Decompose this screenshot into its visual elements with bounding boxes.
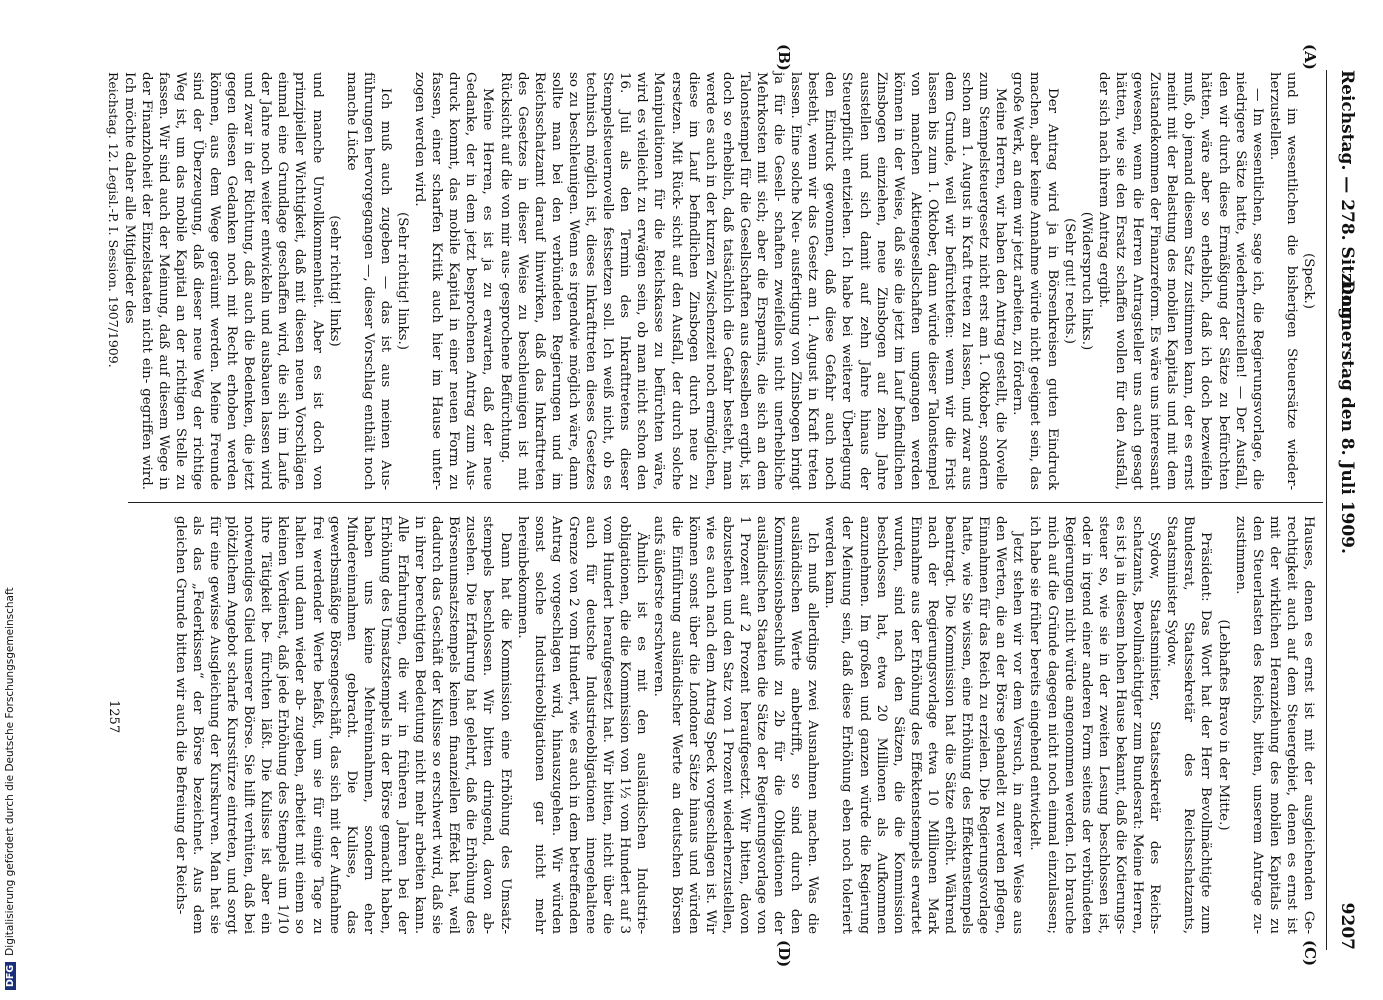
left-column [121, 72, 1317, 490]
paragraph: Meine Herren, es ist ja zu erwarten, daß der neue Gedanke, der in dem jetzt besprochenen Antrag zum Aus- druck kommt, das mobile Kapital in einer neuen Form zu fassen, einer scharfen Kritik auch hier im Hause unter- zogen werden wird. [412, 72, 496, 490]
paragraph: Der Antrag wird ja in Börsenkreisen guten Eindruck machen, aber keine Annahme würde nicht geeignet sein, das große Werk, an dem wir jetzt arbeiten, zu fördern. [1010, 72, 1060, 490]
funding-note [4, 0, 24, 990]
margin-mark-d: (D) [775, 940, 793, 968]
footer-page-number: 1257 [106, 700, 121, 734]
interjection: (sehr richtig! links) [326, 215, 342, 347]
funding-text: Digitalisierung gefördert durch die Deutsche Forschungsgemeinschaft [4, 587, 16, 956]
speaker-continuation: (Speck.) [1301, 253, 1316, 309]
margin-mark-a: (A) [1301, 44, 1319, 70]
paragraph: Sydow, Staatsminister, Staatssekretär des Reichs- schatzamts, Bevollmächtigter zum Bundesrat: Meine Herren, es ist ja in diesem hohen Hause bekannt, daß die Kotierungs- steuer so, wie sie in der zweiten Lesung beschlossen ist, oder in irgend einer anderen Form seitens der verbündeten Regierungen nicht würde angenommen werden. Ich brauche mich auf die Gründe dagegen nicht noch einmal einzulassen; ich habe sie früher bereits eingehend entwickelt. [1027, 516, 1163, 934]
paragraph: Dann hat die Kommission eine Erhöhung des Umsatz- stempels beschlossen. Wir bitten dringend, davon ab- zusehen. Die Erfahrung hat gelehrt, daß die Erhöhung des Börsenumsatzstempels keinen finanziellen Effekt hat, weil dadurch das Geschäft der Kulisse so erschwert wird, daß sie in ihrer berechtigten Bedeutung nicht mehr arbeiten kann. Alle Erfahrungen, die wir in früheren Jahren bei der Erhöhung des Umsatzstempels in der Börse gemacht haben, haben uns keine Mehreinnahmen, sondern eher Mindereinnahmen gebracht. Die Kulisse, das gewerbsmäßige Börsengeschäft, das sich mit der Aufnahme frei werdender Werte befaßt, um sie für einige Tage zu halten und dann wieder ab- zugeben, arbeitet mit einem so kleinen Verdienst, daß jede Erhöhung des Stempels um 1/10 ihre Tätigkeit be- fürchten läßt. Die Kulisse ist aber ein notwendiges Glied unserer Börse. Sie hilft verhüten, daß bei plötzlichem Angebot scharfe Kursstürze eintreten, und sorgt für eine gewisse Ausgleichung der Kurskurven. Man hat sie als das „Federkissen“ der Börse bezeichnet. Aus dem gleichen Grunde bitten wir auch die Befreiung der Reichs- [172, 516, 513, 934]
paragraph: Ähnlich ist es mit den ausländischen Industrie- obligationen, die die Kommission von 1½ vom Hundert auf 3 vom Hundert heraufgesetzt hat. Wir bitten, nicht über die auch für deutsche Industrieobligationen innegehaltene Grenze von 2 vom Hundert, wie es auch in dem betreffenden Antrag vorgeschlagen wird, hinauszugehen. Wir würden sonst solche Industrieobligationen gar nicht mehr hereinbekommen. [514, 516, 650, 934]
paragraph: und manche Unvollkommenheit. Aber es ist doch von prinzipieller Wichtigkeit, daß mit diesen neuen Vorschlägen einmal eine Grundlage geschaffen wird, die sich im Laufe der Jahre noch weiter entwickeln und ausbauen lassen wird und zwar in der Richtung, daß auch die Bedenken, die jetzt gegen diesen Gedanken noch mit Recht erhoben werden können, aus dem Wege geräumt werden. Meine Freunde sind der Überzeugung, daß dieser neue Weg der richtige Weg ist, um das mobile Kapital an der richtigen Stelle zu fassen. Wir sind auch der Meinung, daß auf diesem Wege in der Finanzhoheit der Einzelstaaten nicht ein- gegriffen wird. Ich möchte daher alle Mitglieder des [121, 72, 325, 490]
interjection: (Widerspruch links.) [1078, 211, 1094, 351]
header-date: Donnerstag den 8. Juli 1909. [1337, 280, 1357, 554]
paragraph: Hauses, denen es ernst ist mit der ausgleichenden Ge- rechtigkeit auch auf dem Steuergebiet, denen es ernst ist mit der wirklichen Heranziehung des mobilen Kapitals zu den Steuerlasten des Reichs, bitten, unserem Antrage zu- zustimmen. [1232, 516, 1316, 934]
paragraph: Meine Herren, wir haben den Antrag gestellt, die Novelle zum Stempelsteuergesetz nicht erst am 1. Oktober, sondern schon am 1. August in Kraft treten zu lassen, und zwar aus dem Grunde, weil wir befürchteten: wenn wir die Frist lassen bis zum 1. Oktober, dann würde dieser Talonstempel von manchen Aktiengesellschaften umgangen werden können in der Weise, daß sie die jetzt im Lauf befindlichen Zinsbogen einziehen, neue Zinsbogen auf zehn Jahre ausstellen und sich damit auf zehn Jahre hinaus der Steuerpflicht entziehen. Ich habe bei weiterer Überlegung den Eindruck gewonnen, daß diese Gefahr auch noch besteht, wenn wir das Gesetz am 1. August in Kraft treten lassen. Eine solche Neu- ausfertigung von Zinsbogen bringt ja für die Gesell- schaften zweifellos nicht unerhebliche Mehrkosten mit sich; aber die Ersparnis, die sich an dem Talonstempel für die Gesellschaften aus desselben ergibt, ist doch so erheblich, daß tatsächlich die Gefahr besteht, man werde es auch in der kurzen Zwischenzeit noch ermöglichen, diese im Lauf befindlichen Zinsbogen durch neue zu ersetzen. Mit Rück- sicht auf den Ausfall, der durch solche Manipulationen für die Reichskasse zu befürchten wäre, wird es vielleicht zu erwägen sein, ob man nicht schon den 16. Juli als den Termin des Inkrafttretens dieser Stempelsteuernovelle festsetzen soll. Ich weiß nicht, ob es technisch möglich ist, dieses Inkrafttreten dieses Gesetzes so zu beschleunigen. Wenn es irgendwie möglich wäre, dann sollte man bei den verbündeten Regierungen und im Reichsschatzamt darauf hinwirken, daß das Inkrafttreten des Gesetzes in dieser Weise zu beschleunigen ist mit Rücksicht auf die von mir aus- gesprochene Befürchtung. [497, 72, 1009, 490]
page-header [1333, 70, 1357, 950]
interjection: (Lebhaftes Bravo in der Mitte.) [1215, 619, 1231, 831]
paragraph: Ich muß allerdings zwei Ausnahmen machen. Was die ausländischen Werte anbetrifft, so sind durch den Kommissionsbeschluß zu 2b für die Obligationen der ausländischen Staaten die Sätze der Regierungsvorlage von 1 Prozent auf 2 Prozent heraufgesetzt. Wir bitten, davon abzustehen und den Satz von 1 Prozent wiederherzustellen, wie es auch nach dem Antrag Speck vorgeschlagen ist. Wir können sonst über die Londoner Sätze hinaus und würden die Einführung ausländischer Werte an deutschen Börsen aufs äußerste erschweren. [651, 516, 821, 934]
right-column [127, 516, 1317, 934]
interjection: (Sehr richtig! links.) [395, 212, 411, 350]
column-divider [128, 502, 1323, 503]
footer-source: Reichstag. 12. Legisl.-P. I. Session. 1907/1909. [106, 72, 121, 368]
margin-mark-c: (C) [1301, 940, 1319, 967]
paragraph: und im wesentlichen die bisherigen Steuersätze wieder- herzustellen. [1266, 72, 1299, 490]
header-rule [1326, 70, 1327, 950]
paragraph: Ich muß auch zugeben — das ist aus meinen Aus- führungen hervorgegangen —, dieser Vorschlag enthält noch manche Lücke [343, 72, 393, 490]
interjection: (Sehr gut! rechts.) [1061, 217, 1077, 344]
dfg-logo: DFG [5, 962, 16, 990]
header-column-number: 9207 [1337, 902, 1357, 950]
margin-mark-b: (B) [775, 44, 793, 71]
header-session: Reichstag. — 278. Sitzung. [1337, 70, 1357, 326]
paragraph: Jetzt stehen wir vor dem Versuch, in anderer Weise aus den Werten, die an der Börse gehandelt zu werden pflegen, Einnahmen für das Reich zu erzielen. Die Regierungsvorlage hatte, wie Sie wissen, eine Erhöhung des Effektenstempels beantragt. Die Kommission hat die Sätze erhöht. Während nach der Regierungsvorlage etwa 10 Millionen Mark Einnahme aus der Erhöhung des Effektenstempels erwartet wurden, sind nach den Sätzen, die die Kommission beschlossen hat, etwa 20 Millionen als Aufkommen anzunehmen. Im großen und ganzen würde die Regierung der Meinung sein, daß diese Erhöhung eben noch toleriert werden kann. [822, 516, 1026, 934]
paragraph: — Im wesentlichen, sage ich, die Regierungsvorlage, die niedrigere Sätze hatte, wiederherzustellen! — Der Ausfall, den wir durch diese Ermäßigung der Sätze zu befürchten hätten, wäre aber so erheblich, daß ich doch bezweifeln muß, ob jemand diesem Satz zustimmen kann, der es ernst meint mit der Belastung des mobilen Kapitals und mit dem Zustandekommen der Finanzreform. Es wäre uns interessant gewesen, wenn die Herren Antragsteller uns auch gesagt hätten, wie sie den Ersatz schaffen wollen für den Ausfall, der sich nach ihrem Antrag ergibt. [1095, 72, 1265, 490]
president-statement: Präsident: Das Wort hat der Herr Bevollmächtigte zum Bundesrat, Staatssekretär des Reichsschatzamts, Staatsminister Sydow. [1164, 516, 1214, 934]
